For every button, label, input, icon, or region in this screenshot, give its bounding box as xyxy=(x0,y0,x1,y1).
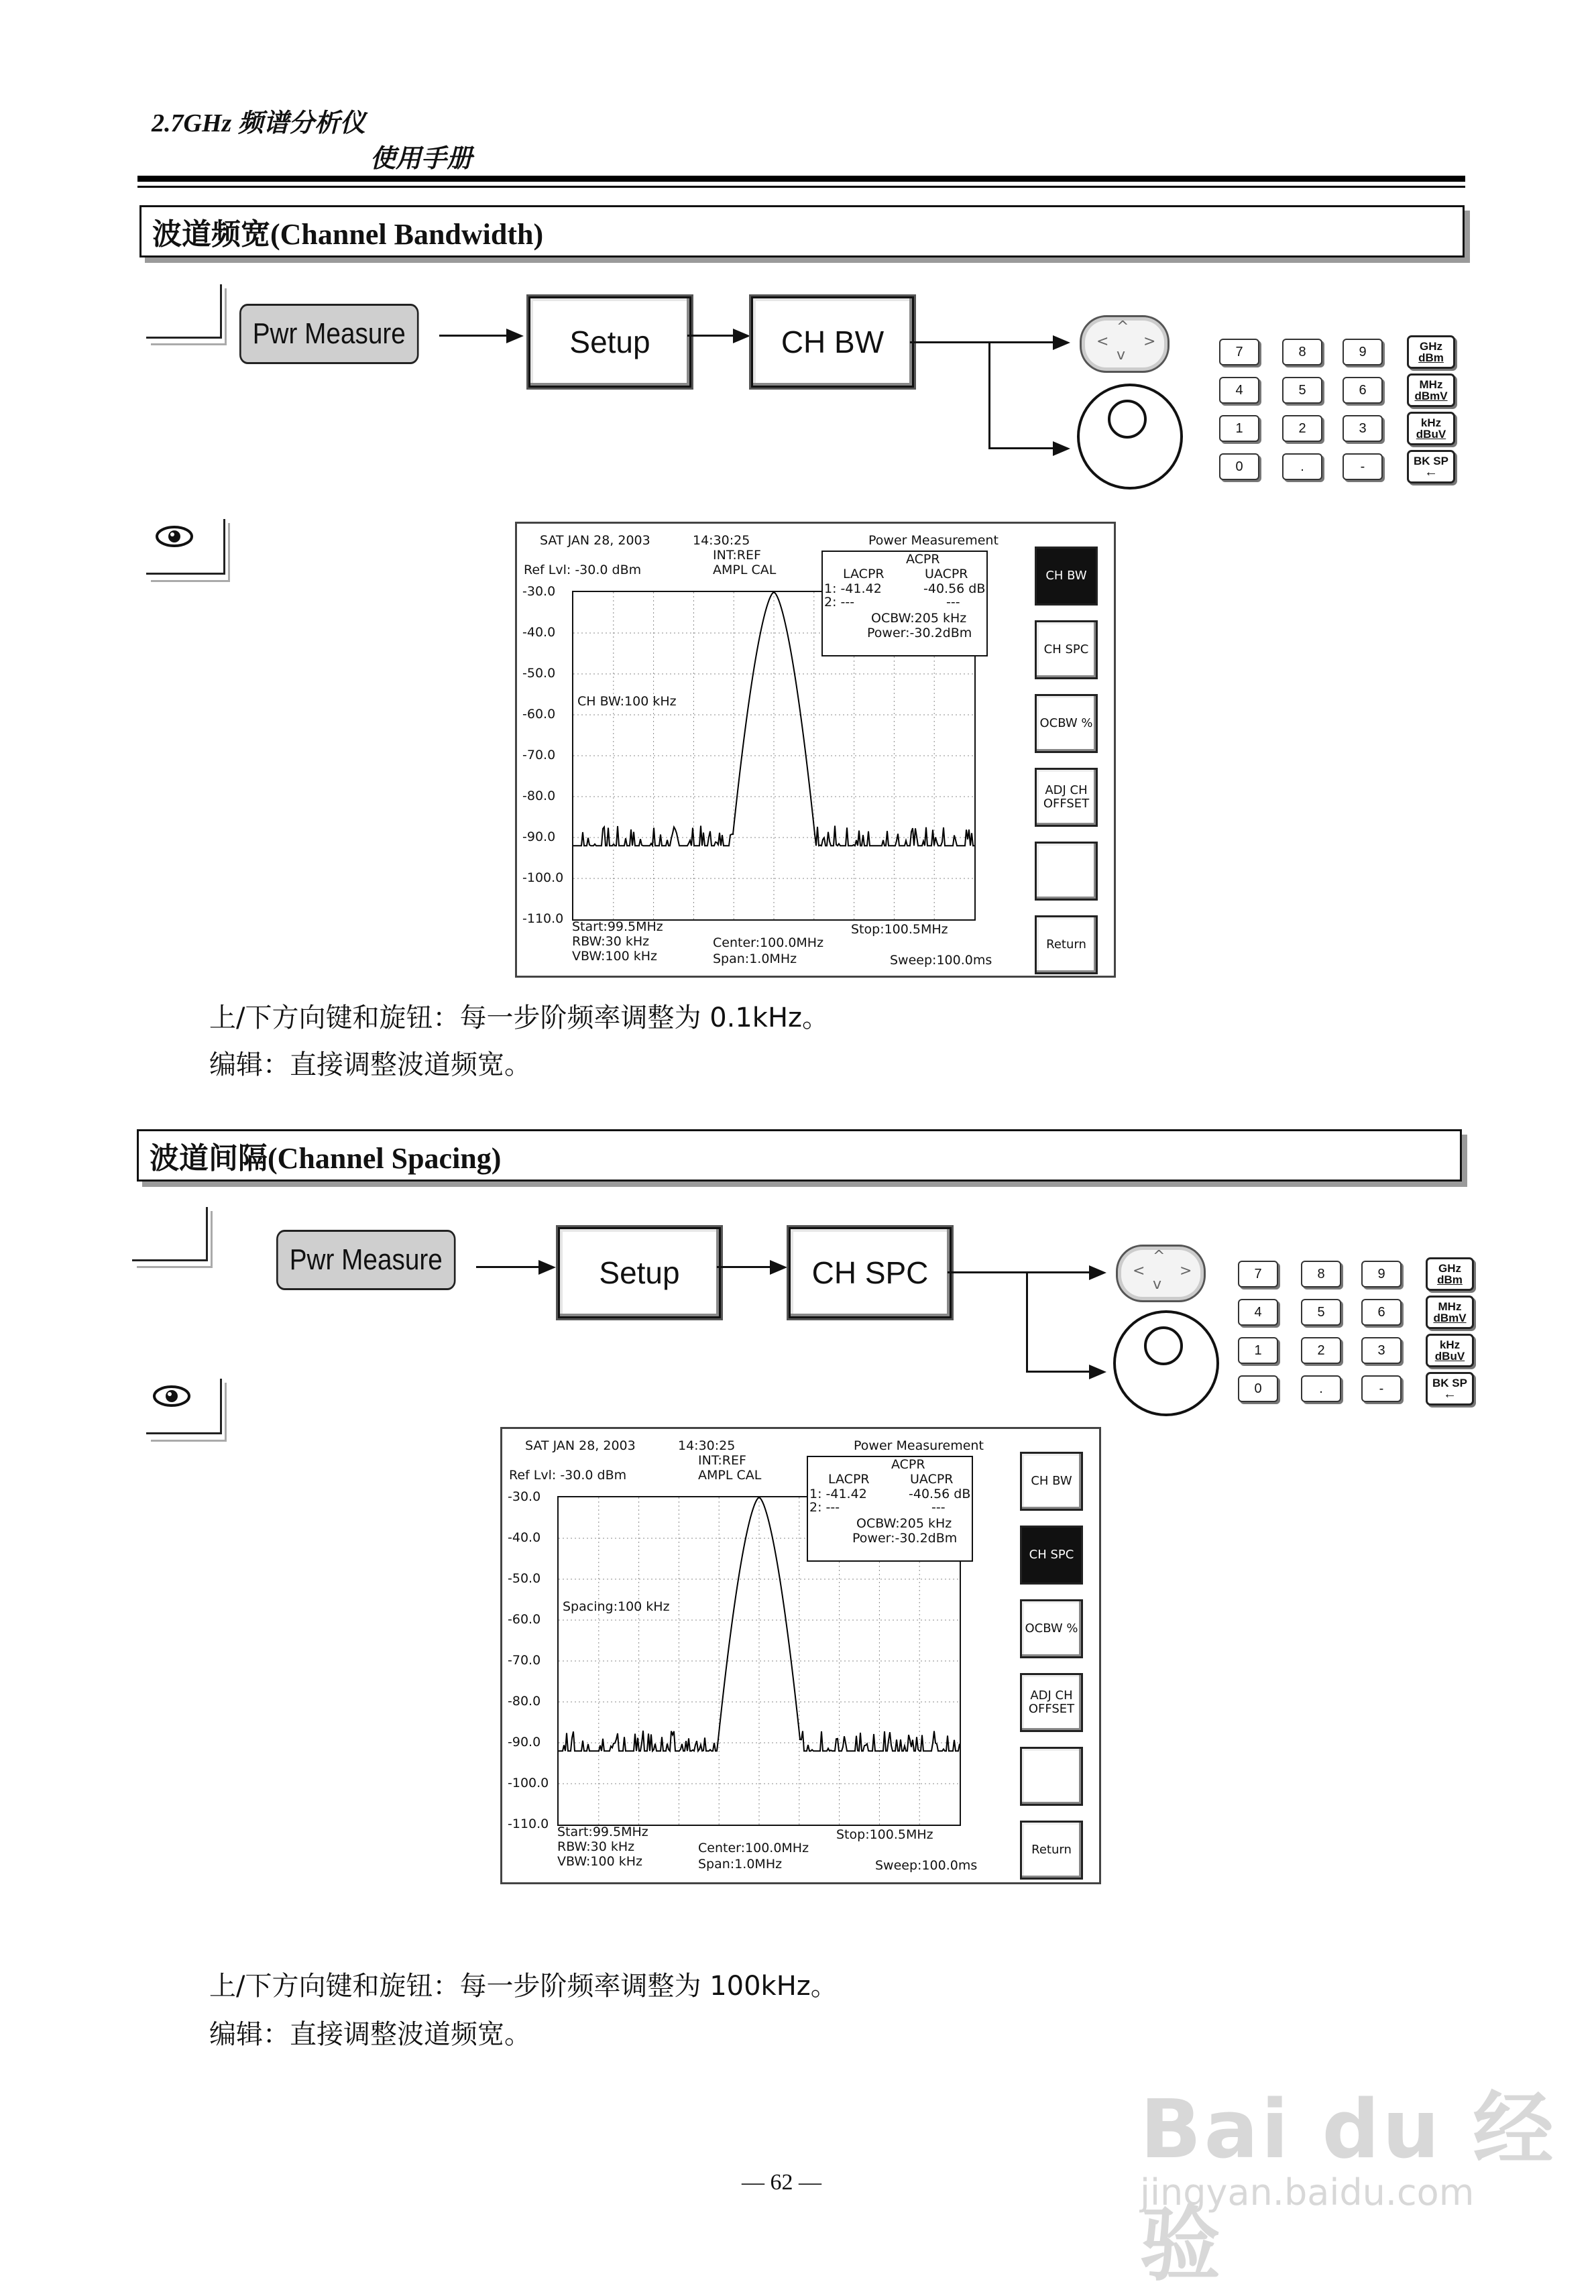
backspace-arrow-icon: ← xyxy=(1424,465,1438,479)
corner-mark xyxy=(132,1207,208,1261)
softkey-blank[interactable] xyxy=(1020,1747,1083,1806)
unit-label: dBuV xyxy=(1416,428,1446,441)
screen-stop-freq: Stop:100.5MHz xyxy=(836,1827,933,1842)
rotary-knob-icon[interactable] xyxy=(1113,1310,1219,1416)
y-tick-label: -60.0 xyxy=(508,1612,541,1627)
flow-arrow xyxy=(988,447,1056,449)
flow-branch-line xyxy=(988,341,990,449)
flow-arrow xyxy=(910,341,1058,343)
y-tick-label: -110.0 xyxy=(508,1817,549,1831)
section-title: 波道间隔(Channel Spacing) xyxy=(150,1142,502,1175)
acpr-row2-upper: --- xyxy=(931,1500,946,1515)
y-tick-label: -30.0 xyxy=(522,584,556,599)
unit-label: dBmV xyxy=(1433,1312,1467,1324)
screen-time: 14:30:25 xyxy=(678,1438,736,1453)
key-minus[interactable]: - xyxy=(1361,1375,1402,1402)
page-number: — 62 — xyxy=(742,2170,821,2195)
y-tick-label: -50.0 xyxy=(508,1571,541,1586)
y-tick-label: -70.0 xyxy=(508,1653,541,1668)
key-5[interactable]: 5 xyxy=(1282,377,1322,404)
softkey-blank[interactable] xyxy=(1035,842,1098,901)
softkey-adj-ch-offset[interactable]: ADJ CH OFFSET xyxy=(1020,1673,1083,1732)
softkey-return[interactable]: Return xyxy=(1035,915,1098,974)
key-4[interactable]: 4 xyxy=(1219,377,1259,404)
key-9[interactable]: 9 xyxy=(1361,1261,1402,1287)
screen-ref-level: Ref Lvl: -30.0 dBm xyxy=(524,563,642,577)
acpr-row2-lower: 2: --- xyxy=(824,595,855,610)
note-text: 上/下方向键和旋钮：每一步阶频率调整为 100kHz。 xyxy=(209,1971,838,2002)
screen-date: SAT JAN 28, 2003 xyxy=(525,1438,636,1453)
note-text: 编辑：直接调整波道频宽。 xyxy=(209,1049,531,1080)
corner-mark xyxy=(146,284,222,339)
y-tick-label: -110.0 xyxy=(522,911,564,926)
key-2[interactable]: 2 xyxy=(1301,1337,1341,1364)
flow-arrow xyxy=(717,1266,777,1268)
section-title: 波道频宽(Channel Bandwidth) xyxy=(152,218,544,251)
rotary-knob-icon[interactable] xyxy=(1077,384,1183,490)
flow-arrow xyxy=(1026,1371,1093,1373)
acpr-row1-upper: -40.56 dB xyxy=(923,581,986,596)
key-8[interactable]: 8 xyxy=(1282,339,1322,365)
y-tick-label: -80.0 xyxy=(522,789,556,803)
y-tick-label: -50.0 xyxy=(522,666,556,681)
key-3[interactable]: 3 xyxy=(1343,415,1383,442)
key-7[interactable]: 7 xyxy=(1219,339,1259,365)
acpr-row1-lower: 1: -41.42 xyxy=(809,1487,867,1501)
analyzer-screen-2 xyxy=(500,1427,1101,1884)
flow-arrow xyxy=(687,335,738,337)
ch-spc-label: CH SPC xyxy=(811,1255,929,1290)
ch-bw-button[interactable] xyxy=(751,296,914,388)
screen-rbw: RBW:30 kHz xyxy=(572,934,650,949)
screen-annotation: CH BW:100 kHz xyxy=(577,694,677,709)
softkey-ch-bw[interactable]: CH BW xyxy=(1020,1452,1083,1511)
header-rule xyxy=(137,176,1465,182)
unit-label: dBmV xyxy=(1414,390,1448,402)
unit-label: GHz xyxy=(1420,340,1442,353)
key-minus[interactable]: - xyxy=(1343,453,1383,480)
unit-label: kHz xyxy=(1439,1338,1461,1351)
acpr-lacpr-label: LACPR xyxy=(843,567,885,581)
manual-product-title: 2.7GHz 频谱分析仪 xyxy=(152,109,365,137)
manual-subtitle: 使用手册 xyxy=(370,144,473,173)
ch-bw-label: CH BW xyxy=(781,325,885,359)
key-mhz-dbmv[interactable] xyxy=(1407,374,1455,407)
pwr-measure-label: Pwr Measure xyxy=(252,317,406,350)
key-backspace[interactable] xyxy=(1407,450,1455,483)
key-7[interactable]: 7 xyxy=(1238,1261,1278,1287)
softkey-adj-ch-offset[interactable]: ADJ CH OFFSET xyxy=(1035,768,1098,827)
key-ghz-dbm[interactable] xyxy=(1426,1257,1474,1291)
key-0[interactable]: 0 xyxy=(1238,1375,1278,1402)
y-tick-label: -40.0 xyxy=(508,1530,541,1545)
key-backspace[interactable] xyxy=(1426,1372,1474,1405)
arrowhead-icon xyxy=(1089,1265,1106,1280)
y-tick-label: -100.0 xyxy=(522,870,564,885)
section-title-box-1 xyxy=(139,205,1465,257)
analyzer-screen-1 xyxy=(515,522,1116,978)
note-text: 上/下方向键和旋钮：每一步阶频率调整为 0.1kHz。 xyxy=(209,1002,830,1033)
acpr-panel xyxy=(807,1456,973,1562)
knob-grip xyxy=(1144,1326,1183,1365)
screen-center-freq: Center:100.0MHz xyxy=(713,935,824,950)
watermark-url: jingyan.baidu.com xyxy=(1140,2171,1475,2214)
y-tick-label: -90.0 xyxy=(508,1735,541,1749)
arrowhead-icon xyxy=(1089,1365,1106,1379)
arrowhead-icon xyxy=(1053,335,1070,350)
screen-start-freq: Start:99.5MHz xyxy=(557,1825,648,1839)
unit-label: GHz xyxy=(1438,1262,1461,1275)
screen-rbw: RBW:30 kHz xyxy=(557,1839,635,1854)
setup-button[interactable] xyxy=(528,296,691,388)
header-rule-thin xyxy=(137,186,1465,188)
pwr-measure-button[interactable] xyxy=(239,304,419,364)
softkey-ocbw[interactable]: OCBW % xyxy=(1020,1599,1083,1658)
screen-ampl-cal: AMPL CAL xyxy=(698,1468,762,1483)
screen-stop-freq: Stop:100.5MHz xyxy=(851,922,948,937)
key-1[interactable]: 1 xyxy=(1219,415,1259,442)
acpr-row2-lower: 2: --- xyxy=(809,1500,840,1515)
screen-annotation: Spacing:100 kHz xyxy=(563,1599,670,1614)
acpr-row1-lower: 1: -41.42 xyxy=(824,581,882,596)
acpr-power: Power:-30.2dBm xyxy=(852,1531,958,1546)
softkey-ch-spc[interactable]: CH SPC xyxy=(1020,1526,1083,1585)
softkey-return[interactable]: Return xyxy=(1020,1821,1083,1880)
eye-icon xyxy=(152,1383,192,1410)
screen-vbw: VBW:100 kHz xyxy=(557,1854,642,1869)
y-tick-label: -60.0 xyxy=(522,707,556,722)
flow-arrow xyxy=(439,335,506,337)
unit-label: MHz xyxy=(1438,1300,1462,1313)
key-4[interactable]: 4 xyxy=(1238,1299,1278,1326)
key-khz-dbuv[interactable] xyxy=(1426,1334,1474,1367)
screen-mode: Power Measurement xyxy=(854,1438,984,1453)
screen-mode: Power Measurement xyxy=(868,533,999,548)
softkey-ocbw[interactable]: OCBW % xyxy=(1035,694,1098,753)
arrow-keys-pad-icon[interactable]: < ^ > v xyxy=(1080,315,1170,373)
key-6[interactable]: 6 xyxy=(1343,377,1383,404)
softkey-ch-spc[interactable]: CH SPC xyxy=(1035,620,1098,679)
y-tick-label: -40.0 xyxy=(522,625,556,640)
unit-label: MHz xyxy=(1419,378,1443,391)
screen-int-ref: INT:REF xyxy=(713,548,761,563)
backspace-arrow-icon: ← xyxy=(1443,1387,1457,1401)
key-2[interactable]: 2 xyxy=(1282,415,1322,442)
acpr-row1-upper: -40.56 dB xyxy=(909,1487,971,1501)
unit-label: kHz xyxy=(1420,416,1442,429)
acpr-uacpr-label: UACPR xyxy=(910,1472,954,1487)
acpr-uacpr-label: UACPR xyxy=(925,567,968,581)
key-6[interactable]: 6 xyxy=(1361,1299,1402,1326)
pwr-measure-button[interactable] xyxy=(276,1230,456,1290)
screen-start-freq: Start:99.5MHz xyxy=(572,919,663,934)
arrowhead-icon xyxy=(770,1260,787,1275)
key-1[interactable]: 1 xyxy=(1238,1337,1278,1364)
screen-ref-level: Ref Lvl: -30.0 dBm xyxy=(509,1468,627,1483)
setup-label: Setup xyxy=(599,1255,680,1290)
y-tick-label: -30.0 xyxy=(508,1489,541,1504)
y-tick-label: -90.0 xyxy=(522,829,556,844)
key-ghz-dbm[interactable] xyxy=(1407,335,1455,369)
acpr-title: ACPR xyxy=(891,1457,925,1472)
acpr-ocbw: OCBW:205 kHz xyxy=(856,1516,952,1531)
key-3[interactable]: 3 xyxy=(1361,1337,1402,1364)
screen-date: SAT JAN 28, 2003 xyxy=(540,533,650,548)
note-text: 编辑：直接调整波道频宽。 xyxy=(209,2019,531,2050)
acpr-ocbw: OCBW:205 kHz xyxy=(871,611,967,626)
y-tick-label: -80.0 xyxy=(508,1694,541,1709)
screen-vbw: VBW:100 kHz xyxy=(572,949,657,964)
arrowhead-icon xyxy=(538,1260,556,1275)
unit-label: dBm xyxy=(1437,1273,1463,1286)
acpr-title: ACPR xyxy=(906,552,940,567)
screen-int-ref: INT:REF xyxy=(698,1453,746,1468)
key-dot[interactable]: . xyxy=(1301,1375,1341,1402)
acpr-panel xyxy=(821,551,988,656)
screen-span: Span:1.0MHz xyxy=(713,952,797,966)
flow-arrow xyxy=(476,1266,543,1268)
screen-sweep: Sweep:100.0ms xyxy=(875,1858,978,1873)
acpr-power: Power:-30.2dBm xyxy=(867,626,972,640)
acpr-row2-upper: --- xyxy=(946,595,960,610)
screen-ampl-cal: AMPL CAL xyxy=(713,563,777,577)
screen-sweep: Sweep:100.0ms xyxy=(890,953,992,968)
arrowhead-icon xyxy=(506,329,524,343)
knob-grip xyxy=(1108,400,1147,439)
arrow-keys-pad-icon[interactable]: < ^ > v xyxy=(1116,1245,1206,1302)
pwr-measure-label: Pwr Measure xyxy=(289,1243,443,1276)
setup-button[interactable] xyxy=(558,1227,721,1318)
key-dot[interactable]: . xyxy=(1282,453,1322,480)
softkey-ch-bw[interactable]: CH BW xyxy=(1035,547,1098,606)
key-khz-dbuv[interactable] xyxy=(1407,412,1455,445)
ch-spc-button[interactable] xyxy=(789,1227,952,1318)
watermark-logo: Bai du 经验 xyxy=(1140,2083,1556,2292)
unit-label: dBuV xyxy=(1434,1350,1465,1363)
key-0[interactable]: 0 xyxy=(1219,453,1259,480)
unit-label: dBm xyxy=(1418,351,1444,364)
key-8[interactable]: 8 xyxy=(1301,1261,1341,1287)
arrowhead-icon xyxy=(733,329,750,343)
y-tick-label: -70.0 xyxy=(522,748,556,762)
screen-center-freq: Center:100.0MHz xyxy=(698,1841,809,1855)
section-title-box-2 xyxy=(137,1129,1462,1182)
acpr-lacpr-label: LACPR xyxy=(828,1472,870,1487)
key-mhz-dbmv[interactable] xyxy=(1426,1296,1474,1329)
screen-time: 14:30:25 xyxy=(693,533,750,548)
arrowhead-icon xyxy=(1053,441,1070,456)
key-5[interactable]: 5 xyxy=(1301,1299,1341,1326)
unit-label: BK SP xyxy=(1414,455,1448,467)
flow-branch-line xyxy=(1026,1271,1028,1372)
setup-label: Setup xyxy=(569,325,650,359)
y-tick-label: -100.0 xyxy=(508,1776,549,1790)
eye-icon xyxy=(154,523,194,550)
screen-span: Span:1.0MHz xyxy=(698,1857,783,1872)
flow-arrow xyxy=(948,1271,1094,1273)
key-9[interactable]: 9 xyxy=(1343,339,1383,365)
unit-label: BK SP xyxy=(1432,1377,1467,1389)
